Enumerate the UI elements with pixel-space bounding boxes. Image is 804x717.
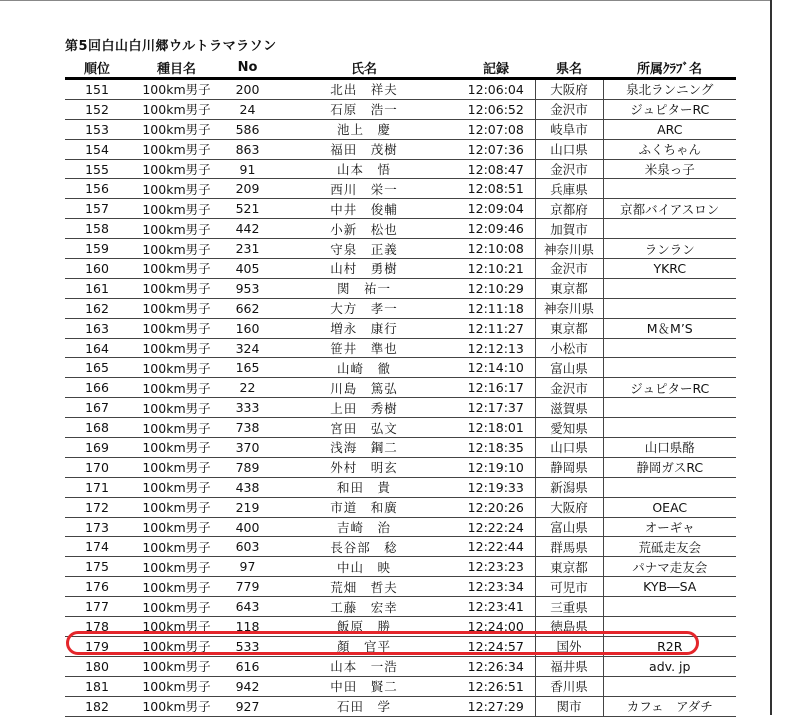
- cell-club: adv. jp: [603, 656, 736, 676]
- cell-category: 100km男子: [129, 497, 224, 517]
- cell-name: 中山 映: [271, 557, 457, 577]
- cell-time: 12:08:47: [457, 159, 535, 179]
- cell-club: 山口県酪: [603, 438, 736, 458]
- cell-name: 川島 篤弘: [271, 378, 457, 398]
- cell-name: 山本 悟: [271, 159, 457, 179]
- page-top-edge: [0, 0, 772, 1]
- cell-category: 100km男子: [129, 298, 224, 318]
- cell-category: 100km男子: [129, 199, 224, 219]
- cell-no: 927: [224, 696, 271, 716]
- cell-time: 12:24:00: [457, 617, 535, 637]
- cell-time: 12:14:10: [457, 358, 535, 378]
- cell-name: 市道 和廣: [271, 497, 457, 517]
- cell-name: 和田 貴: [271, 477, 457, 497]
- cell-rank: 158: [65, 219, 129, 239]
- cell-category: 100km男子: [129, 398, 224, 418]
- cell-club: [603, 477, 736, 497]
- table-row: [65, 219, 736, 239]
- table-row: [65, 358, 736, 378]
- header-rank: 順位: [65, 57, 129, 79]
- cell-rank: 156: [65, 179, 129, 199]
- cell-name: 石原 浩一: [271, 99, 457, 119]
- cell-name: 浅海 鋼二: [271, 438, 457, 458]
- cell-time: 12:23:23: [457, 557, 535, 577]
- cell-rank: 164: [65, 338, 129, 358]
- cell-rank: 152: [65, 99, 129, 119]
- cell-name: 外村 明玄: [271, 457, 457, 477]
- table-row: [65, 617, 736, 637]
- cell-time: 12:19:10: [457, 457, 535, 477]
- cell-name: 増永 康行: [271, 318, 457, 338]
- cell-pref: 金沢市: [535, 259, 603, 279]
- cell-no: 643: [224, 597, 271, 617]
- header-time: 記録: [457, 57, 535, 79]
- cell-no: 231: [224, 239, 271, 259]
- cell-pref: 東京都: [535, 557, 603, 577]
- cell-time: 12:20:26: [457, 497, 535, 517]
- cell-name: 小新 松也: [271, 219, 457, 239]
- table-row: [65, 636, 736, 656]
- cell-rank: 160: [65, 259, 129, 279]
- cell-pref: 愛知県: [535, 418, 603, 438]
- table-row: [65, 199, 736, 219]
- cell-pref: 可児市: [535, 577, 603, 597]
- cell-rank: 163: [65, 318, 129, 338]
- cell-rank: 179: [65, 636, 129, 656]
- table-row: [65, 557, 736, 577]
- cell-category: 100km男子: [129, 676, 224, 696]
- cell-club: [603, 418, 736, 438]
- cell-rank: 168: [65, 418, 129, 438]
- cell-name: 顏 官平: [271, 636, 457, 656]
- cell-no: 603: [224, 537, 271, 557]
- table-row: [65, 656, 736, 676]
- cell-club: カフェ アダチ: [603, 696, 736, 716]
- cell-rank: 161: [65, 278, 129, 298]
- cell-rank: 177: [65, 597, 129, 617]
- cell-rank: 166: [65, 378, 129, 398]
- results-table: [65, 57, 736, 717]
- cell-club: オーギャ: [603, 517, 736, 537]
- cell-time: 12:22:44: [457, 537, 535, 557]
- cell-pref: 神奈川県: [535, 239, 603, 259]
- cell-category: 100km男子: [129, 278, 224, 298]
- table-row: [65, 139, 736, 159]
- cell-pref: 東京都: [535, 278, 603, 298]
- table-row: [65, 79, 736, 100]
- cell-category: 100km男子: [129, 378, 224, 398]
- cell-category: 100km男子: [129, 139, 224, 159]
- cell-rank: 180: [65, 656, 129, 676]
- cell-pref: 香川県: [535, 676, 603, 696]
- table-row: [65, 239, 736, 259]
- header-row: [65, 57, 736, 79]
- cell-rank: 182: [65, 696, 129, 716]
- cell-pref: 東京都: [535, 318, 603, 338]
- cell-no: 370: [224, 438, 271, 458]
- cell-name: 工藤 宏幸: [271, 597, 457, 617]
- cell-name: 西川 栄一: [271, 179, 457, 199]
- cell-rank: 174: [65, 537, 129, 557]
- cell-name: 宮田 弘文: [271, 418, 457, 438]
- cell-club: R2R: [603, 636, 736, 656]
- cell-club: 京都バイアスロン: [603, 199, 736, 219]
- cell-no: 165: [224, 358, 271, 378]
- cell-time: 12:06:04: [457, 79, 535, 100]
- cell-time: 12:10:08: [457, 239, 535, 259]
- cell-club: [603, 617, 736, 637]
- cell-pref: 関市: [535, 696, 603, 716]
- cell-no: 91: [224, 159, 271, 179]
- cell-no: 586: [224, 119, 271, 139]
- cell-pref: 大阪府: [535, 497, 603, 517]
- cell-category: 100km男子: [129, 438, 224, 458]
- cell-category: 100km男子: [129, 557, 224, 577]
- table-row: [65, 398, 736, 418]
- cell-rank: 172: [65, 497, 129, 517]
- cell-time: 12:23:41: [457, 597, 535, 617]
- table-row: [65, 577, 736, 597]
- cell-rank: 178: [65, 617, 129, 637]
- cell-pref: 小松市: [535, 338, 603, 358]
- cell-name: 関 祐一: [271, 278, 457, 298]
- cell-name: 山本 一浩: [271, 656, 457, 676]
- cell-club: 荒砥走友会: [603, 537, 736, 557]
- cell-name: 山村 勇樹: [271, 259, 457, 279]
- cell-pref: 静岡県: [535, 457, 603, 477]
- header-pref: 県名: [535, 57, 603, 79]
- cell-pref: 岐阜市: [535, 119, 603, 139]
- cell-category: 100km男子: [129, 696, 224, 716]
- cell-rank: 169: [65, 438, 129, 458]
- cell-no: 209: [224, 179, 271, 199]
- cell-rank: 176: [65, 577, 129, 597]
- cell-category: 100km男子: [129, 656, 224, 676]
- results-body: [65, 79, 736, 717]
- header-no: No: [224, 57, 271, 79]
- page-right-edge: [770, 0, 772, 715]
- cell-name: 守泉 正義: [271, 239, 457, 259]
- cell-time: 12:24:57: [457, 636, 535, 656]
- cell-name: 飯原 勝: [271, 617, 457, 637]
- cell-no: 616: [224, 656, 271, 676]
- cell-category: 100km男子: [129, 338, 224, 358]
- cell-pref: 国外: [535, 636, 603, 656]
- cell-time: 12:27:29: [457, 696, 535, 716]
- cell-club: OEAC: [603, 497, 736, 517]
- table-row: [65, 418, 736, 438]
- cell-pref: 山口県: [535, 438, 603, 458]
- cell-club: M＆M’S: [603, 318, 736, 338]
- cell-no: 779: [224, 577, 271, 597]
- cell-rank: 175: [65, 557, 129, 577]
- cell-category: 100km男子: [129, 418, 224, 438]
- cell-rank: 159: [65, 239, 129, 259]
- cell-category: 100km男子: [129, 577, 224, 597]
- cell-pref: 富山県: [535, 517, 603, 537]
- cell-time: 12:12:13: [457, 338, 535, 358]
- cell-no: 200: [224, 79, 271, 100]
- table-row: [65, 119, 736, 139]
- cell-category: 100km男子: [129, 239, 224, 259]
- cell-no: 738: [224, 418, 271, 438]
- cell-club: ARC: [603, 119, 736, 139]
- cell-time: 12:26:34: [457, 656, 535, 676]
- cell-no: 160: [224, 318, 271, 338]
- cell-pref: 富山県: [535, 358, 603, 378]
- cell-category: 100km男子: [129, 597, 224, 617]
- cell-time: 12:18:01: [457, 418, 535, 438]
- cell-pref: 群馬県: [535, 537, 603, 557]
- cell-rank: 170: [65, 457, 129, 477]
- cell-name: 長谷部 稔: [271, 537, 457, 557]
- cell-no: 442: [224, 219, 271, 239]
- cell-rank: 155: [65, 159, 129, 179]
- cell-name: 北出 祥夫: [271, 79, 457, 100]
- cell-rank: 171: [65, 477, 129, 497]
- table-row: [65, 477, 736, 497]
- table-row: [65, 179, 736, 199]
- cell-club: 泉北ランニング: [603, 79, 736, 100]
- cell-time: 12:26:51: [457, 676, 535, 696]
- cell-name: 中田 賢二: [271, 676, 457, 696]
- cell-no: 333: [224, 398, 271, 418]
- cell-time: 12:11:27: [457, 318, 535, 338]
- cell-no: 400: [224, 517, 271, 537]
- cell-name: 笹井 準也: [271, 338, 457, 358]
- table-row: [65, 676, 736, 696]
- table-row: [65, 537, 736, 557]
- cell-club: KYB―SA: [603, 577, 736, 597]
- cell-rank: 151: [65, 79, 129, 100]
- cell-pref: 山口県: [535, 139, 603, 159]
- cell-club: [603, 358, 736, 378]
- cell-club: 米泉っ子: [603, 159, 736, 179]
- cell-no: 942: [224, 676, 271, 696]
- cell-category: 100km男子: [129, 358, 224, 378]
- cell-no: 789: [224, 457, 271, 477]
- cell-name: 荒畑 哲夫: [271, 577, 457, 597]
- cell-club: [603, 219, 736, 239]
- cell-pref: 兵庫県: [535, 179, 603, 199]
- cell-no: 533: [224, 636, 271, 656]
- cell-time: 12:07:08: [457, 119, 535, 139]
- cell-club: [603, 597, 736, 617]
- cell-no: 219: [224, 497, 271, 517]
- header-name: 氏名: [271, 57, 457, 79]
- cell-category: 100km男子: [129, 457, 224, 477]
- cell-club: ふくちゃん: [603, 139, 736, 159]
- cell-time: 12:07:36: [457, 139, 535, 159]
- cell-no: 521: [224, 199, 271, 219]
- cell-time: 12:11:18: [457, 298, 535, 318]
- cell-pref: 新潟県: [535, 477, 603, 497]
- header-category: 種目名: [129, 57, 224, 79]
- cell-rank: 157: [65, 199, 129, 219]
- cell-category: 100km男子: [129, 636, 224, 656]
- table-row: [65, 159, 736, 179]
- cell-category: 100km男子: [129, 477, 224, 497]
- cell-name: 山崎 徹: [271, 358, 457, 378]
- cell-category: 100km男子: [129, 259, 224, 279]
- table-row: [65, 457, 736, 477]
- cell-time: 12:19:33: [457, 477, 535, 497]
- cell-name: 上田 秀樹: [271, 398, 457, 418]
- cell-no: 118: [224, 617, 271, 637]
- header-club: 所属ｸﾗﾌﾞ名: [603, 57, 736, 79]
- cell-no: 97: [224, 557, 271, 577]
- cell-category: 100km男子: [129, 159, 224, 179]
- table-row: [65, 99, 736, 119]
- cell-no: 24: [224, 99, 271, 119]
- cell-no: 662: [224, 298, 271, 318]
- cell-club: [603, 398, 736, 418]
- cell-no: 438: [224, 477, 271, 497]
- cell-no: 22: [224, 378, 271, 398]
- cell-category: 100km男子: [129, 318, 224, 338]
- cell-time: 12:10:29: [457, 278, 535, 298]
- cell-time: 12:09:04: [457, 199, 535, 219]
- cell-name: 石田 学: [271, 696, 457, 716]
- cell-name: 大方 孝一: [271, 298, 457, 318]
- cell-pref: 加賀市: [535, 219, 603, 239]
- cell-no: 863: [224, 139, 271, 159]
- cell-name: 池上 慶: [271, 119, 457, 139]
- cell-club: [603, 338, 736, 358]
- table-row: [65, 438, 736, 458]
- cell-no: 405: [224, 259, 271, 279]
- cell-time: 12:18:35: [457, 438, 535, 458]
- table-row: [65, 278, 736, 298]
- cell-club: [603, 298, 736, 318]
- table-row: [65, 597, 736, 617]
- cell-pref: 福井県: [535, 656, 603, 676]
- table-row: [65, 298, 736, 318]
- cell-time: 12:22:24: [457, 517, 535, 537]
- cell-category: 100km男子: [129, 179, 224, 199]
- cell-club: YKRC: [603, 259, 736, 279]
- cell-club: パナマ走友会: [603, 557, 736, 577]
- cell-category: 100km男子: [129, 537, 224, 557]
- cell-pref: 大阪府: [535, 79, 603, 100]
- cell-time: 12:10:21: [457, 259, 535, 279]
- cell-pref: 金沢市: [535, 99, 603, 119]
- cell-pref: 三重県: [535, 597, 603, 617]
- table-row: [65, 318, 736, 338]
- cell-time: 12:17:37: [457, 398, 535, 418]
- cell-name: 福田 茂樹: [271, 139, 457, 159]
- cell-category: 100km男子: [129, 119, 224, 139]
- cell-club: [603, 676, 736, 696]
- cell-club: ジュピターRC: [603, 99, 736, 119]
- cell-rank: 153: [65, 119, 129, 139]
- cell-pref: 金沢市: [535, 378, 603, 398]
- table-row: [65, 378, 736, 398]
- table-row: [65, 338, 736, 358]
- table-row: [65, 696, 736, 716]
- cell-category: 100km男子: [129, 617, 224, 637]
- cell-pref: 京都府: [535, 199, 603, 219]
- cell-category: 100km男子: [129, 79, 224, 100]
- cell-pref: 滋賀県: [535, 398, 603, 418]
- cell-category: 100km男子: [129, 517, 224, 537]
- cell-category: 100km男子: [129, 219, 224, 239]
- cell-time: 12:06:52: [457, 99, 535, 119]
- cell-pref: 神奈川県: [535, 298, 603, 318]
- cell-rank: 167: [65, 398, 129, 418]
- cell-time: 12:16:17: [457, 378, 535, 398]
- cell-no: 324: [224, 338, 271, 358]
- table-row: [65, 497, 736, 517]
- document-title: 第5回白山白川郷ウルトラマラソン: [65, 39, 277, 54]
- cell-rank: 165: [65, 358, 129, 378]
- cell-rank: 154: [65, 139, 129, 159]
- cell-name: 中井 俊輔: [271, 199, 457, 219]
- table-row: [65, 517, 736, 537]
- cell-time: 12:08:51: [457, 179, 535, 199]
- cell-name: 吉崎 治: [271, 517, 457, 537]
- cell-rank: 173: [65, 517, 129, 537]
- cell-club: ランラン: [603, 239, 736, 259]
- cell-no: 953: [224, 278, 271, 298]
- cell-club: [603, 278, 736, 298]
- cell-rank: 162: [65, 298, 129, 318]
- cell-time: 12:09:46: [457, 219, 535, 239]
- cell-pref: 徳島県: [535, 617, 603, 637]
- cell-club: [603, 179, 736, 199]
- cell-pref: 金沢市: [535, 159, 603, 179]
- cell-rank: 181: [65, 676, 129, 696]
- cell-club: ジュピターRC: [603, 378, 736, 398]
- cell-category: 100km男子: [129, 99, 224, 119]
- cell-time: 12:23:34: [457, 577, 535, 597]
- cell-club: 静岡ガスRC: [603, 457, 736, 477]
- table-row: [65, 259, 736, 279]
